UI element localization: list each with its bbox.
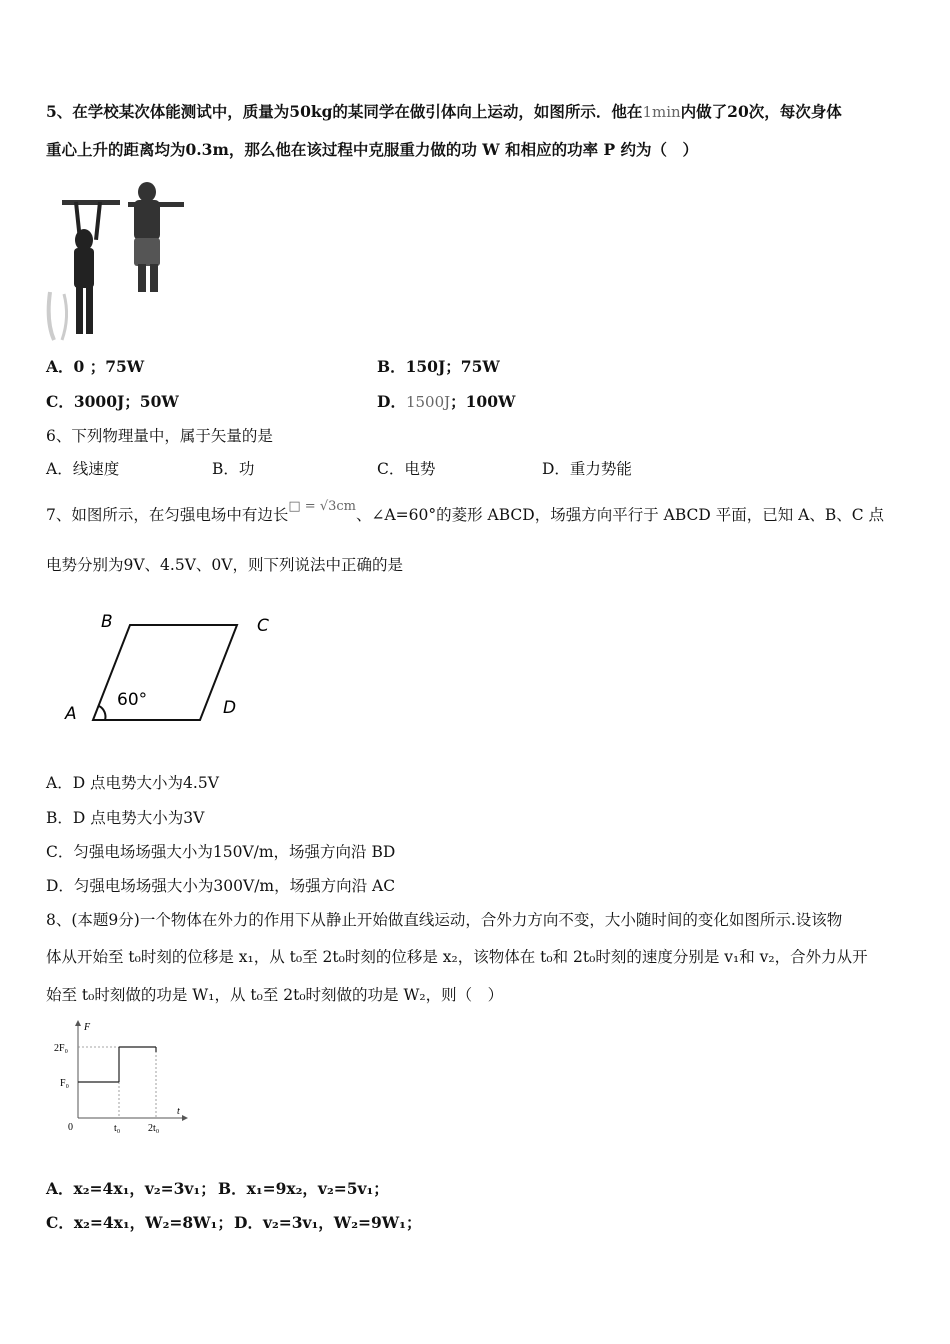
- q7-inline-formula: □ = √3cm: [288, 499, 356, 514]
- q5-option-c[interactable]: C．3000J；50W: [46, 392, 179, 411]
- q8-option-a[interactable]: A．x₂=4x₁，v₂=3v₁；: [46, 1179, 216, 1198]
- q5-inline-formula: 1min: [642, 103, 681, 121]
- force-time-graph: [50, 1018, 200, 1136]
- vertex-b-label: B: [101, 612, 113, 632]
- q6-option-d[interactable]: D．重力势能: [542, 460, 632, 478]
- q8-stem-line2: 体从开始至 t₀时刻的位移是 x₁，从 t₀至 2t₀时刻的位移是 x₂，该物体在 t₀和 2t₀时刻的速度分别是 v₁和 v₂，合外力从开: [46, 948, 868, 966]
- q5-option-d[interactable]: D．1500J；100W: [377, 392, 516, 411]
- q7-option-d[interactable]: D．匀强电场场强大小为300V/m，场强方向沿 AC: [46, 877, 396, 895]
- q6-option-a[interactable]: A．线速度: [46, 460, 120, 478]
- q8-option-d[interactable]: D．v₂=3v₁，W₂=9W₁；: [234, 1213, 422, 1232]
- q5-option-d-formula: 1500J: [405, 393, 451, 411]
- q5-option-b[interactable]: B．150J；75W: [377, 357, 500, 376]
- q5-stem-line1: 5、在学校某次体能测试中，质量为50kg的某同学在做引体向上运动，如图所示．他在1min内做了20次，每次身体: [46, 102, 842, 121]
- q5-option-a[interactable]: A．0 ；75W: [46, 357, 145, 376]
- q7-stem-line2: 电势分别为9V、4.5V、0V，则下列说法中正确的是: [46, 556, 403, 574]
- x-axis-label: t: [177, 1106, 180, 1117]
- q6-stem: 6、下列物理量中，属于矢量的是: [46, 427, 273, 445]
- q6-option-c[interactable]: C．电势: [377, 460, 436, 478]
- tick-2f0: 2F₀: [54, 1043, 69, 1054]
- q8-stem-line1: 8、(本题9分)一个物体在外力的作用下从静止开始做直线运动，合外力方向不变，大小随时间的变化如图所示.设该物: [46, 911, 843, 929]
- vertex-c-label: C: [257, 616, 269, 636]
- tick-2t0: 2t₀: [148, 1123, 160, 1134]
- q7-option-b[interactable]: B．D 点电势大小为3V: [46, 809, 205, 827]
- pull-up-photo: [46, 182, 196, 342]
- q8-option-c[interactable]: C．x₂=4x₁，W₂=8W₁；: [46, 1213, 233, 1232]
- tick-t0: t₀: [114, 1123, 121, 1134]
- vertex-a-label: A: [65, 704, 77, 724]
- tick-origin: 0: [68, 1122, 73, 1133]
- q8-option-b[interactable]: B．x₁=9x₂，v₂=5v₁；: [218, 1179, 389, 1198]
- rhombus-diagram: [55, 605, 285, 735]
- q8-stem-line3: 始至 t₀时刻做的功是 W₁，从 t₀至 2t₀时刻做的功是 W₂，则（ ）: [46, 986, 504, 1004]
- q7-stem-line1: 7、如图所示，在匀强电场中有边长$^{□ = √3cm}$、∠A=60°的菱形 ABCD，场强方向平行于 ABCD 平面，已知 A、B、C 点: [46, 499, 885, 524]
- angle-label: 60°: [117, 690, 148, 710]
- q7-option-a[interactable]: A．D 点电势大小为4.5V: [46, 774, 219, 792]
- y-axis-label: F: [84, 1022, 91, 1033]
- vertex-d-label: D: [223, 698, 237, 718]
- q5-stem-line2: 重心上升的距离均为0.3m，那么他在该过程中克服重力做的功 W 和相应的功率 P 约为（ ）: [46, 140, 699, 159]
- q7-option-c[interactable]: C．匀强电场场强大小为150V/m，场强方向沿 BD: [46, 843, 396, 861]
- q6-option-b[interactable]: B．功: [212, 460, 255, 478]
- tick-f0: F₀: [60, 1078, 70, 1089]
